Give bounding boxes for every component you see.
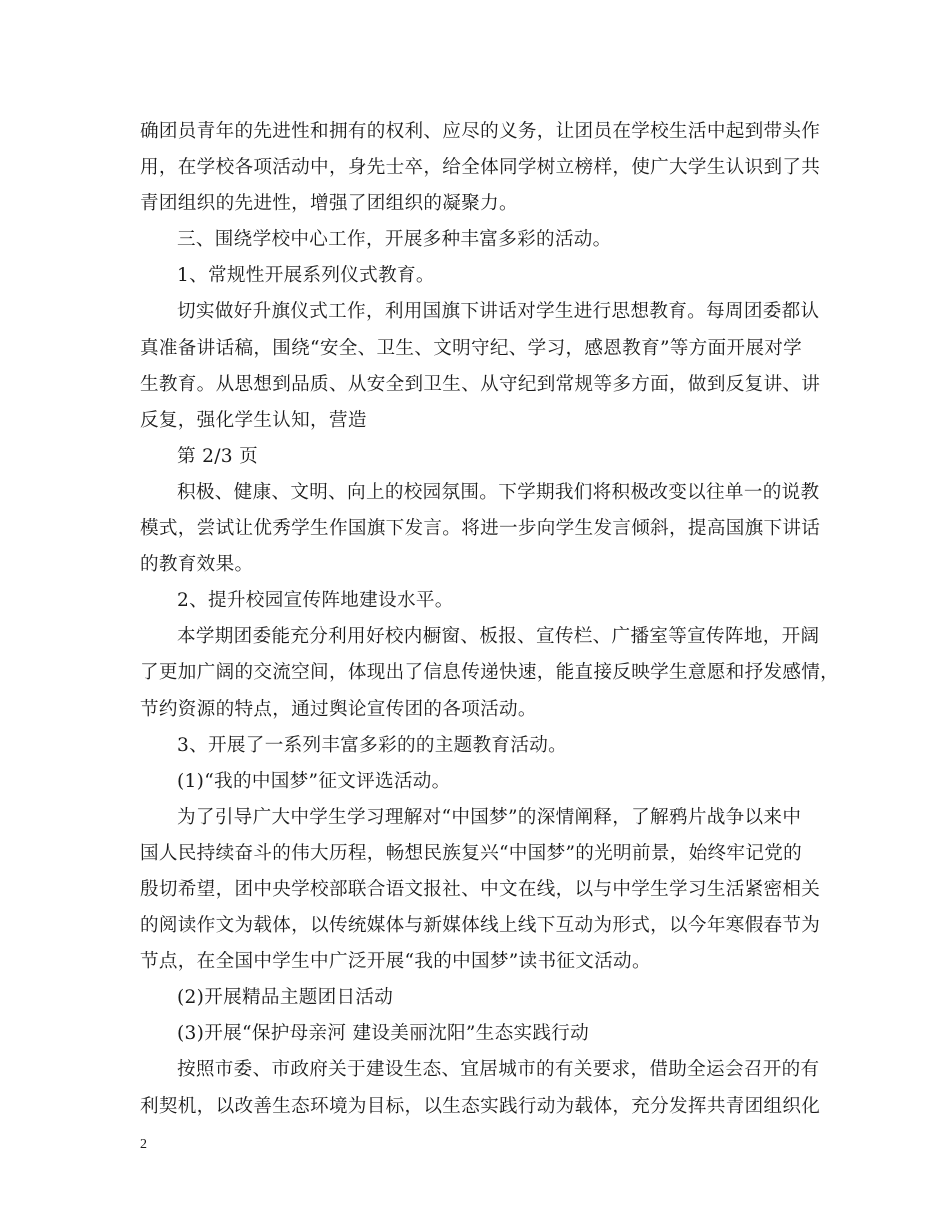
text-line: 的教育效果。 bbox=[140, 554, 254, 576]
text-line: 青团组织的先进性，增强了团组织的凝聚力。 bbox=[140, 193, 518, 215]
text-line: 节点，在全国中学生中广泛开展“我的中国梦”读书征文活动。 bbox=[140, 951, 651, 973]
text-line: 国人民持续奋斗的伟大历程，畅想民族复兴“中国梦”的光明前景，始终牢记党的 bbox=[140, 842, 802, 864]
text-line: 为了引导广大中学生学习理解对“中国梦”的深情阐释，了解鸦片战争以来中 bbox=[177, 806, 802, 828]
document-body bbox=[140, 114, 840, 1125]
text-line: 用，在学校各项活动中，身先士卒，给全体同学树立榜样，使广大学生认识到了共 bbox=[140, 157, 821, 179]
text-line: 确团员青年的先进性和拥有的权利、应尽的义务，让团员在学校生活中起到带头作 bbox=[140, 121, 821, 142]
text-line: 殷切希望，团中央学校部联合语文报社、中文在线，以与中学生学习生活紧密相关 bbox=[140, 878, 821, 900]
text-line: 积极、健康、文明、向上的校园氛围。下学期我们将积极改变以往单一的说教 bbox=[177, 481, 820, 503]
text-line: (3)开展“保护母亲河 建设美丽沈阳”生态实践行动 bbox=[177, 1023, 590, 1045]
text-line: 生教育。从思想到品质、从安全到卫生、从守纪到常规等多方面，做到反复讲、讲 bbox=[140, 373, 821, 395]
text-line: 第 2/3 页 bbox=[177, 445, 259, 467]
text-line: 本学期团委能充分利用好校内橱窗、板报、宣传栏、广播室等宣传阵地，开阔 bbox=[177, 626, 820, 648]
text-line: 利契机，以改善生态环境为目标，以生态实践行动为载体，充分发挥共青团组织化 bbox=[140, 1095, 821, 1117]
text-line: 真准备讲话稿，围绕“安全、卫生、文明守纪、学习，感恩教育”等方面开展对学 bbox=[140, 337, 802, 359]
text-line: (1)“我的中国梦”征文评选活动。 bbox=[177, 770, 451, 792]
text-line: 按照市委、市政府关于建设生态、宜居城市的有关要求，借助全运会召开的有 bbox=[177, 1059, 820, 1081]
text-line: 节约资源的特点，通过舆论宣传团的各项活动。 bbox=[140, 698, 537, 720]
text-line: 模式，尝试让优秀学生作国旗下发言。将进一步向学生发言倾斜，提高国旗下讲话 bbox=[140, 518, 821, 540]
page-number: 2 bbox=[140, 1137, 147, 1152]
text-line: 三、围绕学校中心工作，开展多种丰富多彩的活动。 bbox=[177, 229, 612, 251]
text-line: 了更加广阔的交流空间，体现出了信息传递快速，能直接反映学生意愿和抒发感情， bbox=[140, 662, 840, 684]
text-line: 反复，强化学生认知，营造 bbox=[140, 409, 367, 431]
text-line: 2、提升校园宣传阵地建设水平。 bbox=[177, 590, 454, 612]
text-line: 切实做好升旗仪式工作，利用国旗下讲话对学生进行思想教育。每周团委都认 bbox=[177, 301, 820, 323]
text-line: (2)开展精品主题团日活动 bbox=[177, 987, 394, 1009]
text-line: 的阅读作文为载体，以传统媒体与新媒体线上线下互动为形式，以今年寒假春节为 bbox=[140, 915, 821, 937]
text-line: 1、常规性开展系列仪式教育。 bbox=[177, 265, 435, 287]
text-line: 3、开展了一系列丰富多彩的的主题教育活动。 bbox=[177, 734, 568, 756]
